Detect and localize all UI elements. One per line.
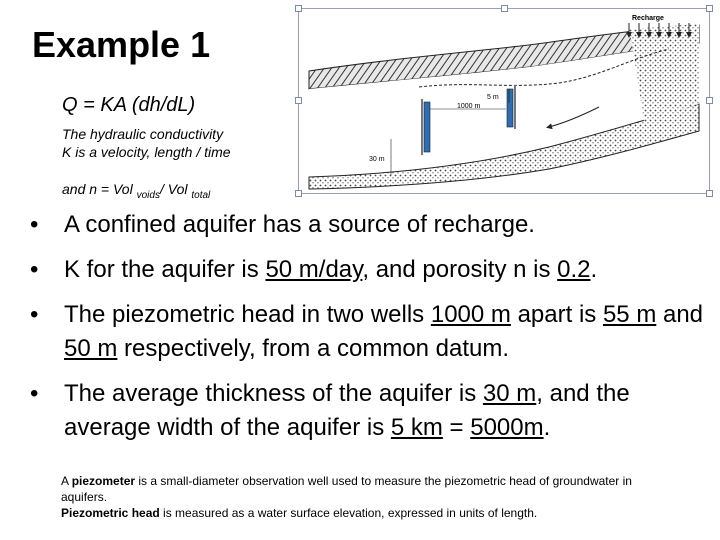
thickness-value: 30 m <box>482 380 537 407</box>
darcy-formula: Q = KA (dh/dL) <box>62 94 196 116</box>
porosity-value: 0.2 <box>557 256 591 283</box>
height-label: 5 m <box>487 94 499 101</box>
resize-handle-bottom-left[interactable] <box>295 190 302 197</box>
resize-handle-bottom-right[interactable] <box>706 190 713 197</box>
porosity-prefix: and n = Vol <box>62 181 133 197</box>
well-distance-value: 1000 m <box>430 301 511 328</box>
conductivity-description <box>62 125 292 161</box>
bullet-4-text-2: , and the average width of the aquifer is <box>64 380 630 441</box>
porosity-sub-total: total <box>191 189 211 201</box>
porosity-definition <box>62 181 210 201</box>
bullet-3-text-2: apart is <box>510 301 603 328</box>
well-left-casing <box>421 99 423 155</box>
footnote-1-pre: A <box>61 474 72 488</box>
width-km-value: 5 km <box>390 414 443 441</box>
head-2-value: 50 m <box>64 335 118 362</box>
distance-label: 1000 m <box>457 103 481 110</box>
thickness-label: 30 m <box>369 156 385 163</box>
bullet-3-text-4: respectively, from a common datum. <box>117 335 510 362</box>
porosity-mid: / Vol <box>159 181 188 197</box>
bullet-3-text-3: and <box>656 301 704 328</box>
bullet-recharge <box>26 208 706 242</box>
conductivity-line-1: The hydraulic conductivity <box>62 126 224 142</box>
resize-handle-middle-right[interactable] <box>706 97 713 104</box>
resize-handle-top-left[interactable] <box>295 5 302 12</box>
bullet-4-text-1: The average thickness of the aquifer is <box>64 380 483 407</box>
porosity-sub-voids: voids <box>136 189 160 201</box>
bullet-list <box>26 208 706 456</box>
footnote-piezometer <box>61 473 681 505</box>
recharge-label: Recharge <box>632 15 664 22</box>
bullet-piezometric-head <box>26 298 706 366</box>
aquifer-cross-section <box>299 9 709 193</box>
conductivity-line-2: K is a velocity, length / time <box>62 144 231 160</box>
k-value: 50 m/day <box>265 256 363 283</box>
footnote-2-definition: is measured as a water surface elevation, expressed in units of length. <box>159 506 538 520</box>
bullet-dimensions <box>26 377 706 445</box>
bullet-2-text-1: K for the aquifer is <box>64 256 266 283</box>
bullet-4-text-4: . <box>543 414 551 441</box>
well-right <box>507 89 513 127</box>
well-right-casing <box>514 85 516 129</box>
bullet-1-text: A confined aquifer has a source of recharge. <box>64 211 535 238</box>
well-left <box>424 102 430 152</box>
footnote-1-term: piezometer <box>71 474 136 488</box>
footnote <box>61 473 681 521</box>
footnote-1-definition: is a small-diameter observation well used to measure the piezometric head of groundwater in aquifers. <box>61 474 632 504</box>
aquifer-diagram[interactable] <box>298 8 710 194</box>
width-m-value: 5000m <box>470 414 544 441</box>
footnote-piezometric-head <box>61 505 681 521</box>
footnote-2-term: Piezometric head <box>61 506 160 520</box>
bullet-2-text-2: , and porosity n is <box>362 256 558 283</box>
resize-handle-top-right[interactable] <box>706 5 713 12</box>
slide-title: Example 1 <box>32 24 211 65</box>
resize-handle-middle-left[interactable] <box>295 97 302 104</box>
resize-handle-top-center[interactable] <box>501 5 508 12</box>
bullet-3-text-1: The piezometric head in two wells <box>64 301 431 328</box>
bullet-4-text-3: = <box>442 414 471 441</box>
head-1-value: 55 m <box>602 301 657 328</box>
bullet-conductivity <box>26 253 706 287</box>
bullet-2-text-3: . <box>590 256 598 283</box>
